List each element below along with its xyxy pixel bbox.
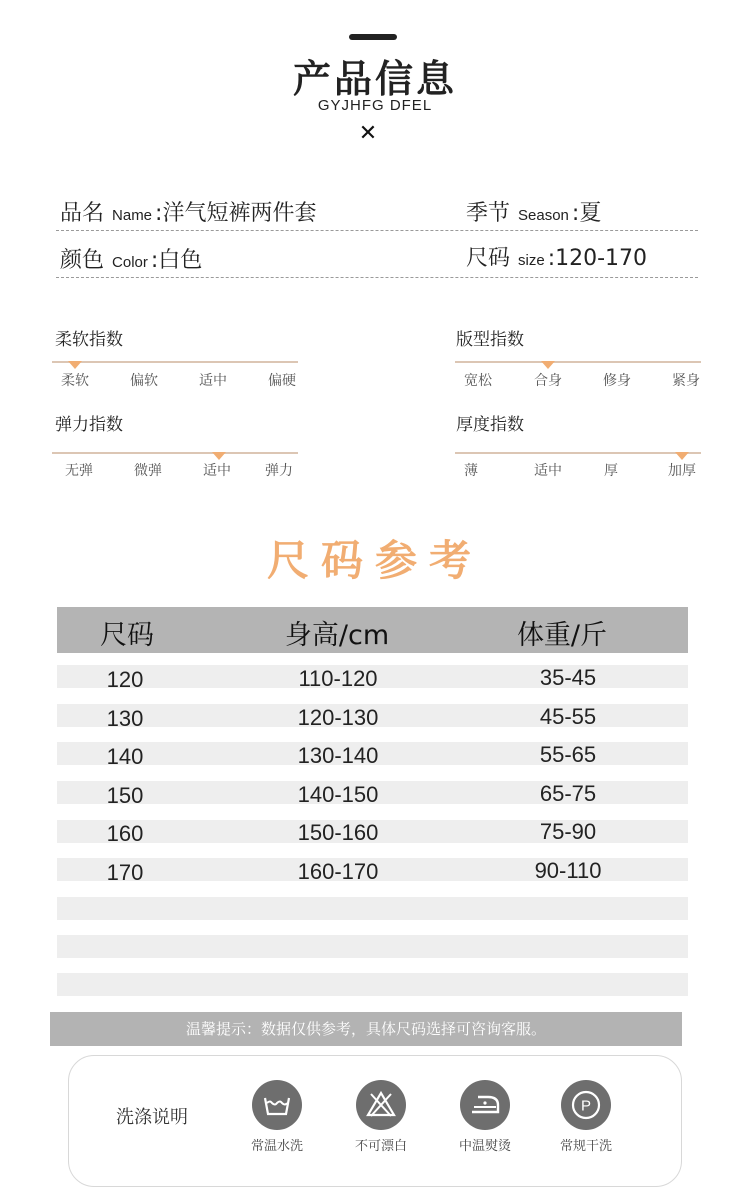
softness-option: 适中 xyxy=(199,373,227,389)
info-size xyxy=(466,241,647,272)
size-table-header xyxy=(57,607,688,653)
page-subtitle: GYJHFG DFEL xyxy=(317,97,433,114)
fit-scale-line xyxy=(455,361,701,363)
info-color-value: 白色 xyxy=(158,248,203,273)
cell-height: 130-140 xyxy=(297,743,379,768)
dry-clean-glyph: P xyxy=(580,1097,592,1115)
softness-marker xyxy=(68,361,82,369)
cell-height: 150-160 xyxy=(297,820,379,845)
table-row-empty xyxy=(57,935,688,958)
cell-weight: 75-90 xyxy=(539,819,597,844)
cell-height: 110-120 xyxy=(298,666,378,691)
elasticity-option: 无弹 xyxy=(65,463,93,479)
elasticity-option: 弹力 xyxy=(265,463,293,479)
wash-title: 洗涤说明 xyxy=(116,1107,188,1128)
cell-size: 160 xyxy=(106,821,144,846)
softness-option: 偏硬 xyxy=(268,373,296,389)
fit-marker xyxy=(541,361,555,369)
softness-option: 柔软 xyxy=(61,373,89,389)
info-season-label: 季节 xyxy=(466,201,511,226)
thickness-option: 加厚 xyxy=(668,463,696,479)
size-ref-title: 尺码参考 xyxy=(266,536,483,585)
wash-label: 常温水洗 xyxy=(250,1139,303,1154)
cell-weight: 45-55 xyxy=(539,704,597,729)
info-name-en: Name xyxy=(112,207,153,224)
info-color-en: Color xyxy=(112,254,148,271)
dry-clean-icon xyxy=(561,1080,611,1130)
cell-weight: 90-110 xyxy=(534,858,602,883)
thickness-option: 适中 xyxy=(534,463,562,479)
info-name xyxy=(60,196,316,227)
close-icon: ✕ xyxy=(358,121,378,146)
size-note: 温馨提示：数据仅供参考，具体尺码选择可咨询客服。 xyxy=(50,1012,682,1046)
fit-option: 宽松 xyxy=(464,373,492,389)
info-name-label: 品名 xyxy=(60,201,105,226)
wash-label: 常规干洗 xyxy=(559,1139,612,1154)
cell-size: 130 xyxy=(106,706,144,731)
info-color xyxy=(60,243,202,274)
cell-size: 140 xyxy=(106,744,144,769)
fit-option: 合身 xyxy=(534,373,562,389)
softness-option: 偏软 xyxy=(130,373,158,389)
info-season-en: Season xyxy=(518,207,569,224)
table-row-empty xyxy=(57,973,688,996)
info-size-value: 120-170 xyxy=(555,246,648,271)
info-season-value: 夏 xyxy=(579,201,602,226)
info-size-label: 尺码 xyxy=(466,246,511,271)
cell-size: 120 xyxy=(106,667,144,692)
thickness-marker xyxy=(675,452,689,460)
elasticity-marker xyxy=(212,452,226,460)
cell-height: 140-150 xyxy=(297,782,379,807)
fit-option: 紧身 xyxy=(672,373,700,389)
info-name-sep: : xyxy=(155,201,163,226)
info-divider xyxy=(56,277,698,278)
cell-height: 160-170 xyxy=(297,859,379,884)
info-name-value: 洋气短裤两件套 xyxy=(162,201,317,226)
thickness-scale-line xyxy=(455,452,701,454)
softness-scale-line xyxy=(52,361,298,363)
cell-weight: 35-45 xyxy=(539,665,597,690)
header-top-bar xyxy=(349,34,397,40)
info-size-sep: : xyxy=(547,246,556,271)
thickness-option: 厚 xyxy=(604,463,618,479)
thickness-title: 厚度指数 xyxy=(456,415,524,435)
wash-basin-icon xyxy=(252,1080,302,1130)
no-bleach-icon xyxy=(356,1080,406,1130)
info-season xyxy=(466,196,601,227)
iron-icon xyxy=(460,1080,510,1130)
info-size-en: size xyxy=(518,252,545,269)
page-title: 产品信息 xyxy=(292,57,457,101)
thickness-option: 薄 xyxy=(464,463,478,479)
header-height: 身高/cm xyxy=(284,620,390,651)
softness-title: 柔软指数 xyxy=(55,330,123,350)
table-row-empty xyxy=(57,897,688,920)
elasticity-option: 适中 xyxy=(203,463,231,479)
header-size: 尺码 xyxy=(100,620,154,651)
elasticity-option: 微弹 xyxy=(134,463,162,479)
elasticity-scale-line xyxy=(52,452,298,454)
wash-label: 不可漂白 xyxy=(354,1139,407,1154)
cell-size: 170 xyxy=(106,860,144,885)
info-season-sep: : xyxy=(571,201,580,226)
info-divider xyxy=(56,230,698,231)
cell-size: 150 xyxy=(106,783,144,808)
fit-option: 修身 xyxy=(603,373,631,389)
header-weight: 体重/斤 xyxy=(516,620,608,651)
fit-title: 版型指数 xyxy=(456,330,524,350)
elasticity-title: 弹力指数 xyxy=(55,415,123,435)
cell-height: 120-130 xyxy=(297,705,379,730)
cell-weight: 65-75 xyxy=(539,781,597,806)
info-color-label: 颜色 xyxy=(60,248,105,273)
info-color-sep: : xyxy=(150,248,159,273)
wash-label: 中温熨烫 xyxy=(458,1139,511,1154)
cell-weight: 55-65 xyxy=(539,742,597,767)
